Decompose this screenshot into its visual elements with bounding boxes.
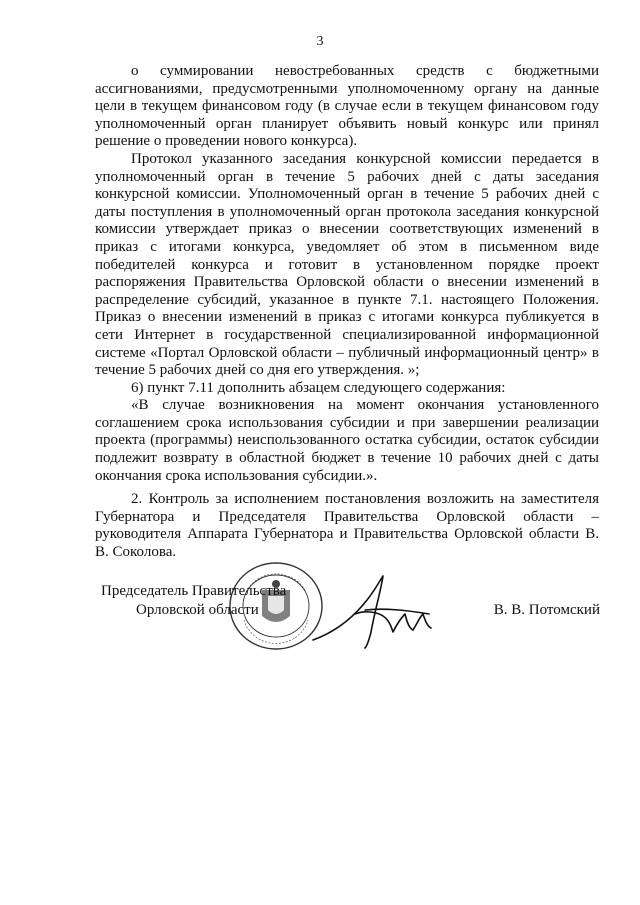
paragraph-item-6: 6) пункт 7.11 дополнить абзацем следующего содержания: [131, 379, 506, 396]
paragraph-control: 2. Контроль за исполнением постановления возложить на заместителя Губернатора и Председателя Правительства Орловской области – руководителя Аппарата Губернатора и Правительства Орловской области В. В. Соколова. [95, 491, 599, 561]
signer-title-line-1: Председатель Правительства [101, 583, 287, 599]
signer-name: В. В. Потомский [493, 602, 600, 618]
signer-title-line-2: Орловской области [136, 602, 259, 618]
paragraph-quoted-addition: «В случае возникновения на момент окончания установленного соглашением срока использования субсидии и при завершении реализации проекта (программы) неиспользованного остатка субсидии, остаток субсидии подлежит возврату в областной бюджет в течение 10 рабочих дней с даты окончания срока использования субсидии.». [95, 397, 599, 484]
page-number: 3 [316, 34, 324, 49]
document-body [95, 63, 599, 562]
signature-block [0, 560, 640, 650]
paragraph-summing-funds: о суммировании невостребованных средств с бюджетными ассигнованиями, предусмотренными уполномоченному органу на данные цели в текущем финансовом году (в случае если в текущем финансовом году уполномоченный орган планирует объявить новый конкурс или принял решение о проведении нового конкурса). [95, 63, 599, 150]
handwritten-signature-icon [305, 570, 440, 650]
paragraph-protocol: Протокол указанного заседания конкурсной комиссии передается в уполномоченный орган в течение 5 рабочих дней с даты заседания конкурсной комиссии. Уполномоченный орган в течение 5 рабочих дней с даты поступления в уполномоченный орган протокола заседания конкурсной комиссии утверждает приказ о внесении соответствующих изменений в приказ с итогами конкурса, уведомляет об этом в письменном виде победителей конкурса и готовит в установленном порядке проект распоряжения Правительства Орловской области о внесении изменений в распределение субсидий, указанное в пункте 7.1. настоящего Положения. Приказ о внесении изменений в приказ с итогами конкурса публикуется в сети Интернет в государственной специализированной информационной системе «Портал Орловской области – публичный информационный центр» в течение 5 рабочих дней со дня его утверждения. »; [95, 150, 599, 379]
